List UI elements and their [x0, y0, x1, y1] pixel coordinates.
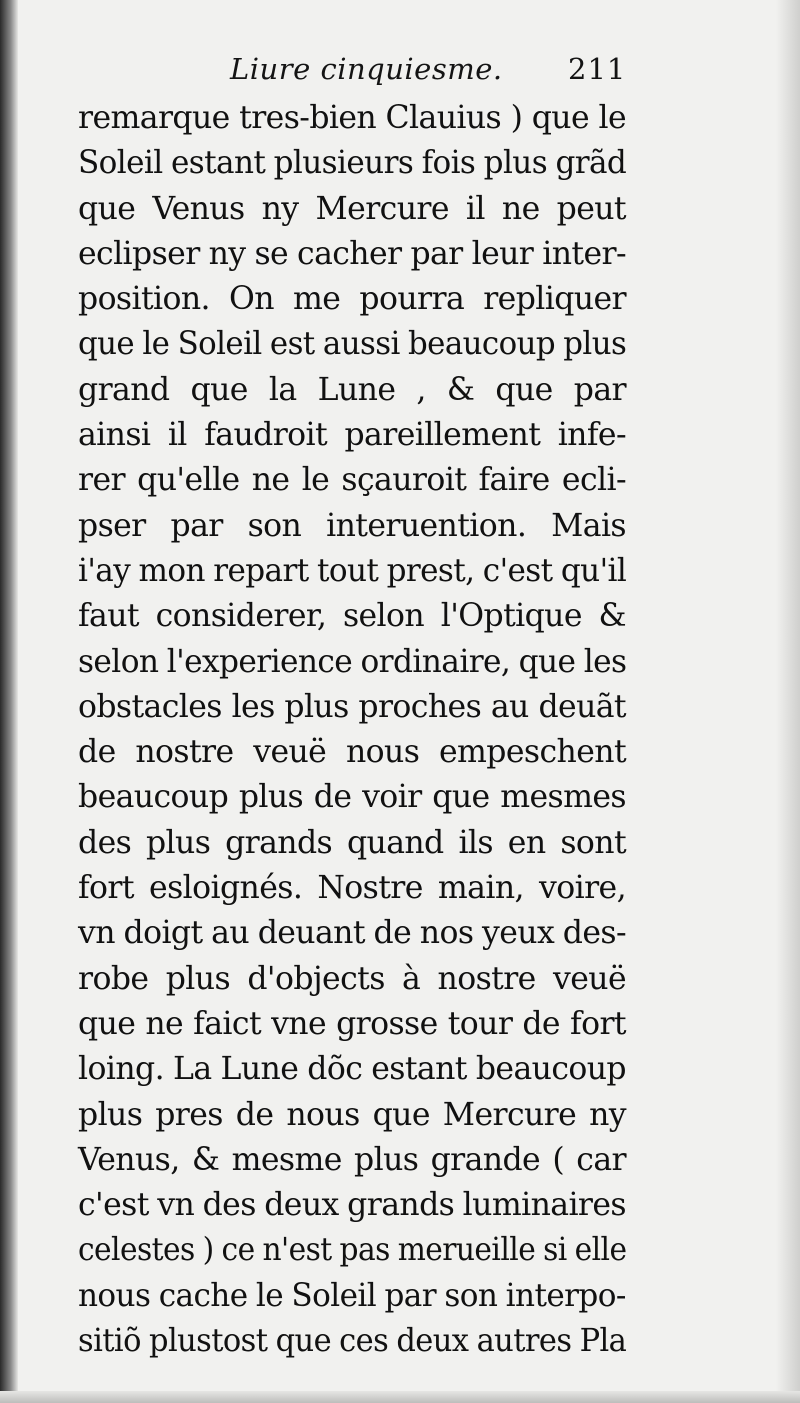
text-line: que le Soleil est aussi beaucoup plus	[78, 326, 627, 363]
text-line: selon l'experience ordinaire, que les	[78, 643, 627, 680]
page-header	[230, 52, 630, 92]
text-line: robe plus d'objects à nostre veuë	[78, 960, 626, 997]
text-line: c'est vn des deux grands luminaires	[78, 1187, 626, 1224]
running-title: Liure cinquiesme.	[230, 52, 503, 86]
body-text	[78, 96, 626, 1364]
text-line: nous cache le Soleil par son interpo-	[78, 1277, 626, 1314]
text-line: rer qu'elle ne le sçauroit faire ecli-	[78, 462, 626, 499]
text-line: fort esloignés. Nostre main, voire,	[78, 870, 626, 907]
text-line: pser par son interuention. Mais	[78, 507, 626, 544]
text-line: que ne faict vne grosse tour de fort	[78, 1005, 626, 1042]
page-binding-shadow	[0, 0, 18, 1403]
page-edge-bottom	[0, 1391, 800, 1403]
text-line: position. On me pourra repliquer	[78, 281, 626, 318]
text-line: remarque tres-bien Clauius ) que le	[78, 100, 626, 136]
text-line: de nostre veuë nous empeschent	[78, 734, 626, 771]
text-line: grand que la Lune , & que par	[78, 371, 626, 408]
text-line: i'ay mon repart tout prest, c'est qu'il	[78, 552, 627, 589]
page-edge-right	[776, 0, 800, 1403]
text-line: que Venus ny Mercure il ne peut	[78, 190, 626, 227]
page-number: 211	[568, 52, 627, 86]
text-line: beaucoup plus de voir que mesmes	[78, 779, 626, 816]
text-line: faut considerer, selon l'Optique &	[78, 598, 626, 635]
text-line: loing. La Lune dõc estant beaucoup	[78, 1051, 626, 1088]
text-line: vn doigt au deuant de nos yeux des-	[78, 915, 626, 952]
text-line: Soleil estant plusieurs fois plus grãd	[78, 145, 627, 182]
text-line: eclipser ny se cacher par leur inter-	[78, 235, 626, 272]
text-line: ainsi il faudroit pareillement infe-	[78, 417, 626, 454]
text-line: Venus, & mesme plus grande ( car	[78, 1141, 626, 1178]
text-line: plus pres de nous que Mercure ny	[78, 1096, 626, 1133]
text-line: des plus grands quand ils en sont	[78, 824, 626, 861]
text-line: sitiõ plustost que ces deux autres Pla	[78, 1323, 627, 1360]
text-line: celestes ) ce n'est pas merueille si elle	[78, 1232, 627, 1269]
text-line: obstacles les plus proches au deuãt	[78, 688, 626, 725]
